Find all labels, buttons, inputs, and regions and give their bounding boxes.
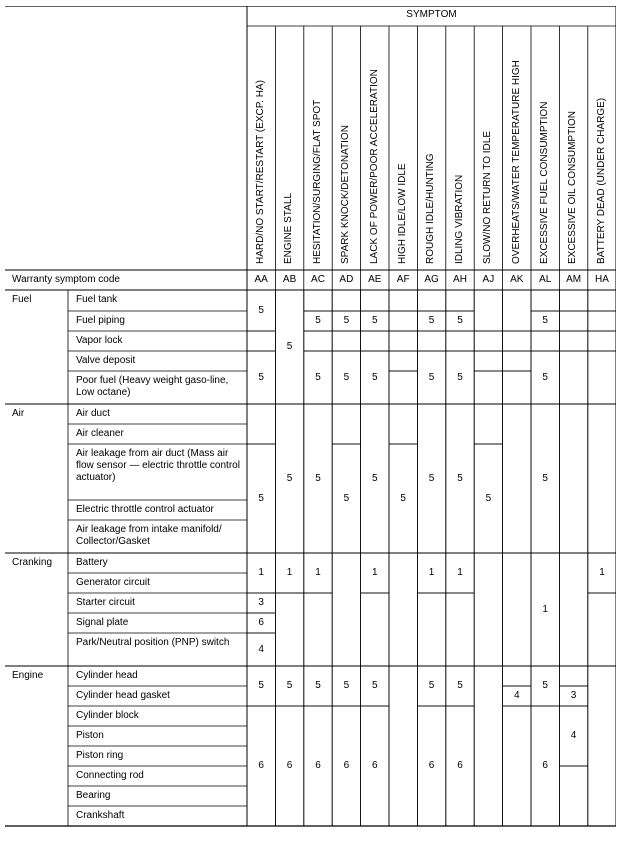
- column-header: OVERHEATS/WATER TEMPERATURE HIGH: [510, 60, 522, 264]
- column-header: LACK OF POWER/POOR ACCELERATION: [368, 69, 380, 264]
- column-header: BATTERY DEAD (UNDER CHARGE): [595, 97, 607, 264]
- cell-value: 5: [428, 315, 435, 326]
- cell-value: 5: [372, 315, 378, 326]
- column-header: ENGINE STALL: [283, 193, 295, 264]
- column-header: SPARK KNOCK/DETONATION: [340, 125, 352, 264]
- item-label: Signal plate: [76, 617, 129, 628]
- symptom-code: AE: [368, 274, 382, 285]
- column-header: EXCESSIVE OIL CONSUMPTION: [567, 111, 579, 264]
- cell-value: 5: [542, 315, 548, 326]
- item-label: Battery: [76, 557, 108, 568]
- column-header: HESITATION/SURGING/FLAT SPOT: [311, 99, 323, 264]
- cell-value: 6: [286, 760, 293, 771]
- column-header: HARD/NO START/RESTART (EXCP. HA): [255, 80, 266, 264]
- symptom-code: AG: [424, 274, 439, 285]
- column-header: ROUGH IDLE/HUNTING: [425, 153, 437, 264]
- cell-value: 5: [286, 341, 293, 352]
- symptom-code: AM: [566, 274, 582, 285]
- item-label: Vapor lock: [76, 335, 123, 346]
- cell-value: 3: [570, 690, 577, 701]
- symptom-code: AJ: [482, 274, 495, 285]
- cell-value: 5: [542, 472, 548, 484]
- cell-value: 5: [343, 315, 350, 326]
- cell-value: 5: [315, 315, 321, 326]
- cell-value: 4: [258, 643, 264, 655]
- cell-value: 5: [457, 680, 463, 691]
- symptom-code: AD: [339, 274, 354, 285]
- cell-value: 1: [258, 567, 264, 578]
- item-label: Air cleaner: [76, 428, 124, 439]
- symptom-code: AH: [453, 274, 467, 285]
- cell-value: 5: [258, 492, 264, 504]
- cell-value: 4: [570, 730, 577, 741]
- warranty-label: Warranty symptom code: [12, 274, 120, 285]
- item-label: Park/Neutral position (PNP) switch: [76, 637, 230, 648]
- item-label: Generator circuit: [76, 577, 150, 588]
- column-header: EXCESSIVE FUEL CONSUMPTION: [539, 101, 550, 264]
- symptom-code: AB: [282, 274, 297, 285]
- column-header: IDLING VIBRATION: [453, 174, 465, 264]
- symptom-code: AL: [539, 274, 552, 285]
- cell-value: 5: [457, 472, 463, 484]
- item-label: Air leakage from intake manifold/ Collector/Gasket: [76, 524, 222, 547]
- group-label: Cranking: [12, 557, 53, 568]
- symptom-code: AF: [396, 274, 410, 285]
- group-label: Engine: [12, 670, 44, 681]
- item-label: Cylinder block: [76, 710, 139, 721]
- cell-value: 3: [258, 597, 264, 608]
- item-label: Fuel tank: [76, 294, 118, 305]
- cell-value: 5: [457, 371, 463, 383]
- cell-value: 1: [542, 603, 548, 615]
- cell-value: 5: [372, 680, 378, 691]
- item-label: Poor fuel (Heavy weight gaso-line, Low octane): [76, 375, 229, 398]
- cell-value: 4: [514, 690, 520, 701]
- column-header: SLOW/NO RETURN TO IDLE: [482, 131, 494, 264]
- cell-value: 5: [258, 371, 264, 383]
- cell-value: 5: [343, 492, 350, 504]
- cell-value: 5: [286, 472, 293, 484]
- item-label: Bearing: [76, 790, 111, 801]
- cell-value: 5: [258, 680, 264, 691]
- item-label: Electric throttle control actuator: [76, 504, 214, 515]
- item-label: Piston ring: [76, 750, 124, 761]
- cell-value: 6: [542, 760, 548, 771]
- cell-value: 6: [258, 617, 264, 628]
- symptom-table: [5, 6, 616, 838]
- cell-value: 6: [457, 760, 463, 771]
- item-label: Connecting rod: [76, 770, 144, 781]
- cell-value: 5: [485, 492, 492, 504]
- cell-value: 1: [457, 567, 463, 578]
- cell-value: 5: [372, 472, 378, 484]
- item-label: Cylinder head gasket: [76, 690, 170, 701]
- symptom-code: AC: [311, 274, 325, 285]
- cell-value: 5: [258, 304, 264, 316]
- item-label: Piston: [76, 730, 104, 741]
- cell-value: 5: [428, 371, 435, 383]
- symptom-code: AK: [510, 274, 524, 285]
- cell-value: 5: [542, 371, 548, 383]
- symptom-code: HA: [595, 274, 609, 285]
- item-label: Cylinder head: [76, 670, 138, 681]
- item-label: Air leakage from air duct (Mass air flow sensor — electric throttle control actuator): [76, 448, 240, 483]
- cell-value: 6: [428, 760, 435, 771]
- cell-value: 1: [286, 567, 293, 578]
- item-label: Air duct: [76, 408, 110, 419]
- cell-value: 5: [315, 472, 321, 484]
- cell-value: 1: [315, 567, 321, 578]
- cell-value: 5: [286, 680, 293, 691]
- cell-value: 1: [428, 567, 435, 578]
- cell-value: 6: [343, 760, 350, 771]
- symptom-title: SYMPTOM: [406, 9, 457, 20]
- cell-value: 1: [599, 567, 605, 578]
- cell-value: 5: [400, 492, 406, 504]
- cell-value: 5: [372, 371, 378, 383]
- cell-value: 1: [372, 567, 378, 578]
- item-label: Starter circuit: [76, 597, 135, 608]
- cell-value: 5: [315, 371, 321, 383]
- item-label: Crankshaft: [76, 810, 125, 821]
- group-label: Air: [12, 408, 25, 419]
- cell-value: 5: [457, 315, 463, 326]
- cell-value: 5: [343, 371, 350, 383]
- cell-value: 5: [542, 680, 548, 691]
- symptom-code: AA: [254, 274, 268, 285]
- item-label: Valve deposit: [76, 355, 136, 366]
- item-label: Fuel piping: [76, 315, 125, 326]
- cell-value: 5: [343, 680, 350, 691]
- group-label: Fuel: [12, 294, 32, 305]
- cell-value: 5: [428, 680, 435, 691]
- cell-value: 6: [372, 760, 378, 771]
- cell-value: 6: [258, 760, 264, 771]
- cell-value: 6: [315, 760, 321, 771]
- cell-value: 5: [428, 472, 435, 484]
- column-header: HIGH IDLE/LOW IDLE: [397, 163, 408, 264]
- cell-value: 5: [315, 680, 321, 691]
